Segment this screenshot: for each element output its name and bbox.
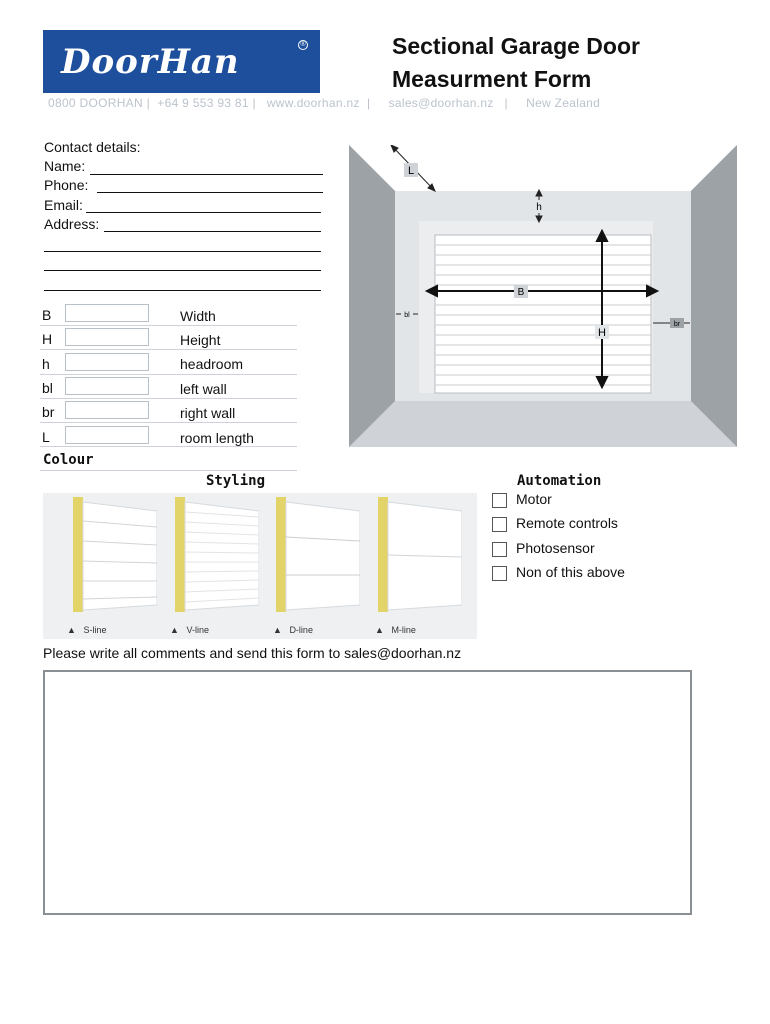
measure-code-right-wall: br — [42, 404, 55, 420]
phone-label: Phone: — [44, 177, 89, 193]
photosensor-label: Photosensor — [516, 540, 595, 556]
remote-controls-checkbox[interactable] — [492, 517, 507, 532]
diagram-label-H: H — [598, 327, 606, 339]
phone-field[interactable] — [97, 192, 323, 193]
measure-code-left-wall: bl — [42, 380, 53, 396]
styling-option-label: V-line — [186, 625, 209, 635]
motor-label: Motor — [516, 491, 552, 507]
measure-name-headroom: headroom — [180, 356, 244, 372]
styling-option-label: D-line — [289, 625, 313, 635]
none-label: Non of this above — [516, 564, 625, 580]
diagram-label-bl: bl — [404, 312, 410, 319]
styling-option-label: M-line — [391, 625, 416, 635]
house-icon: ▲ — [375, 625, 384, 635]
styling-option-m-line[interactable] — [375, 625, 416, 635]
colour-heading: Colour — [43, 452, 94, 468]
height-input[interactable] — [65, 328, 149, 346]
styling-option-v-line[interactable] — [170, 625, 209, 635]
contact-heading: Contact details: — [44, 139, 141, 155]
name-label: Name: — [44, 158, 86, 174]
measure-name-height: Height — [180, 332, 221, 348]
company-contact-bar: 0800 DOORHAN | +64 9 553 93 81 | www.doorhan.nz | sales@doorhan.nz | New Zealand — [48, 96, 601, 110]
measure-code-headroom: h — [42, 356, 50, 372]
page-title — [392, 30, 640, 96]
photosensor-checkbox[interactable] — [492, 542, 507, 557]
address-label: Address: — [44, 216, 100, 232]
address-field-line-1[interactable] — [104, 231, 321, 232]
styling-option-d-line[interactable] — [273, 625, 313, 635]
email-label: Email: — [44, 197, 83, 213]
measure-row-divider — [40, 374, 297, 375]
title-line-2: Measurment Form — [392, 66, 592, 92]
motor-checkbox[interactable] — [492, 493, 507, 508]
width-input[interactable] — [65, 304, 149, 322]
address-field-line-2[interactable] — [44, 251, 321, 252]
room-length-input[interactable] — [65, 426, 149, 444]
floor — [349, 401, 737, 447]
measure-row-divider — [40, 325, 297, 326]
name-field[interactable] — [90, 174, 323, 175]
house-icon: ▲ — [67, 625, 76, 635]
instructions-text: Please write all comments and send this form to sales@doorhan.nz — [43, 645, 462, 661]
address-field-line-3[interactable] — [44, 270, 321, 271]
diagram-label-B: B — [517, 287, 525, 298]
right-wall — [691, 145, 737, 447]
measure-code-room-length: L — [42, 429, 50, 445]
measure-code-width: B — [42, 307, 52, 323]
diagram-label-h: h — [536, 202, 542, 213]
diagram-label-L: L — [407, 165, 415, 177]
door-sample-v-line[interactable] — [175, 497, 259, 612]
left-wall — [349, 145, 395, 447]
styling-heading: Styling — [206, 473, 266, 489]
measure-code-height: H — [42, 331, 53, 347]
title-line-1: Sectional Garage Door — [392, 33, 640, 59]
doorhan-logo — [43, 30, 320, 93]
headroom-input[interactable] — [65, 353, 149, 371]
door-sample-d-line[interactable] — [276, 497, 360, 612]
colour-divider — [40, 470, 297, 471]
door-panel — [435, 235, 651, 393]
measure-name-right-wall: right wall — [180, 405, 236, 421]
comments-textarea[interactable] — [43, 670, 692, 915]
measure-name-width: Width — [180, 308, 216, 324]
measure-row-divider — [40, 422, 297, 423]
logo-text: DoorHan — [61, 42, 240, 82]
house-icon: ▲ — [170, 625, 179, 635]
measure-row-divider — [40, 398, 297, 399]
none-checkbox[interactable] — [492, 566, 507, 581]
styling-option-s-line[interactable] — [67, 625, 106, 635]
styling-option-label: S-line — [83, 625, 107, 635]
address-field-line-4[interactable] — [44, 290, 321, 291]
registered-mark: ® — [298, 40, 308, 50]
automation-heading: Automation — [517, 473, 602, 489]
house-icon: ▲ — [273, 625, 282, 635]
email-field[interactable] — [86, 212, 321, 213]
measure-name-room-length: room length — [180, 430, 254, 446]
right-wall-input[interactable] — [65, 401, 149, 419]
diagram-label-br: br — [673, 321, 681, 328]
measure-row-divider — [40, 446, 297, 447]
door-sample-s-line[interactable] — [73, 497, 157, 612]
left-wall-input[interactable] — [65, 377, 149, 395]
remote-controls-label: Remote controls — [516, 515, 618, 531]
measure-name-left-wall: left wall — [180, 381, 227, 397]
garage-diagram — [349, 145, 737, 447]
measure-row-divider — [40, 349, 297, 350]
door-sample-m-line[interactable] — [378, 497, 462, 612]
